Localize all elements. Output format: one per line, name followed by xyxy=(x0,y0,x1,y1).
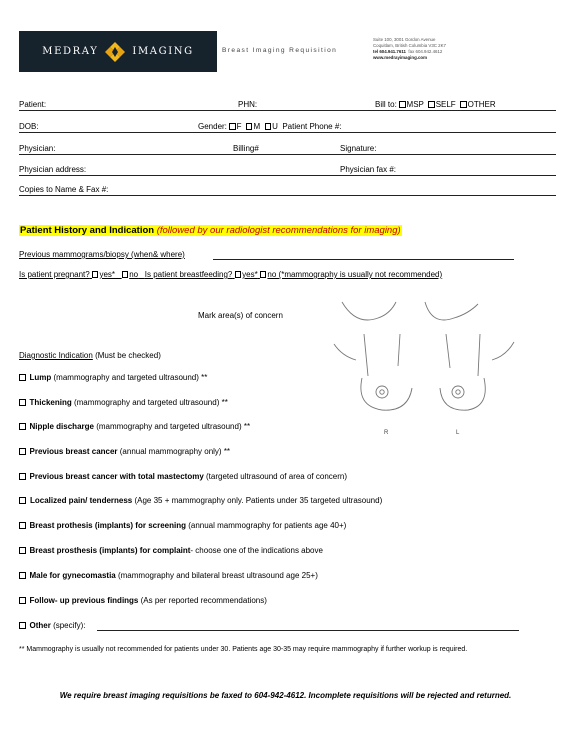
indication-thickening xyxy=(19,398,228,407)
indication-bold: Other xyxy=(29,621,51,630)
gender-u-checkbox[interactable] xyxy=(265,123,272,130)
indication-detail: (As per reported recommendations) xyxy=(138,596,267,605)
indication-detail: (annual mammography for patients age 40+) xyxy=(185,521,347,530)
pregnant-no-label: no xyxy=(129,270,139,279)
section-history-title xyxy=(19,225,402,236)
gender-m-checkbox[interactable] xyxy=(246,123,253,130)
indication-implants-complaint xyxy=(19,546,323,555)
indication-detail: (mammography and targeted ultrasound) ** xyxy=(93,422,251,431)
medray-logo xyxy=(19,31,217,72)
indication-checkbox[interactable] xyxy=(19,522,26,529)
bill-self-checkbox[interactable] xyxy=(428,101,435,108)
bill-other-label: OTHER xyxy=(467,100,496,109)
copies-line[interactable] xyxy=(19,195,556,196)
indication-detail: - choose one of the indications above xyxy=(190,546,323,555)
patient-line[interactable] xyxy=(19,110,556,111)
footnote: ** Mammography is usually not recommended for patients under 30. Patients age 30-35 may require mammography if further workup is required. xyxy=(19,646,468,653)
breastfeeding-no-checkbox[interactable] xyxy=(260,271,267,278)
bill-to-label: Bill to: xyxy=(375,100,397,109)
fax-number: fax 604.942.4612 xyxy=(408,49,443,55)
bill-other-checkbox[interactable] xyxy=(460,101,467,108)
indication-gynecomastia xyxy=(19,571,318,580)
pregnant-no-checkbox[interactable] xyxy=(122,271,129,278)
indication-bold: Previous breast cancer xyxy=(29,447,118,456)
indication-checkbox[interactable] xyxy=(19,448,26,455)
indication-checkbox[interactable] xyxy=(19,473,26,480)
indication-checkbox[interactable] xyxy=(19,497,26,504)
breast-diagram[interactable] xyxy=(328,296,522,444)
patient-label: Patient: xyxy=(19,100,47,109)
requisition-title: Breast Imaging Requisition xyxy=(222,47,338,54)
history-title: Patient History and Indication xyxy=(20,225,155,236)
final-note: We require breast imaging requisitions be faxed to 604-942-4612. Incomplete requisitions will be rejected and returned. xyxy=(59,691,512,700)
bill-self-label: SELF xyxy=(435,100,456,109)
indication-checkbox[interactable] xyxy=(19,374,26,381)
dob-line[interactable] xyxy=(19,132,556,133)
gender-f-label: F xyxy=(236,122,242,131)
indication-bold: Male for gynecomastia xyxy=(29,571,116,580)
indication-detail: (mammography and targeted ultrasound) ** xyxy=(71,398,228,407)
indication-checkbox[interactable] xyxy=(19,622,26,629)
phn-label: PHN: xyxy=(238,100,258,109)
breastfeeding-question: Is patient breastfeeding? xyxy=(144,270,233,279)
previous-mammograms-line[interactable] xyxy=(213,259,514,260)
website-link[interactable]: www.medrayimaging.com xyxy=(373,55,428,61)
pregnant-yes-label: yes* xyxy=(99,270,116,279)
indication-bold: Breast prosthesis (implants) for complaint xyxy=(29,546,191,555)
physician-line[interactable] xyxy=(19,154,556,155)
bill-to-group xyxy=(375,100,496,109)
signature-label: Signature: xyxy=(340,144,377,153)
indication-nipple-discharge xyxy=(19,422,250,431)
other-specify-line[interactable] xyxy=(97,630,519,631)
indication-follow-up xyxy=(19,596,267,605)
indication-checkbox[interactable] xyxy=(19,547,26,554)
indication-localized-pain xyxy=(19,496,382,505)
indication-checkbox[interactable] xyxy=(19,597,26,604)
physician-address-label: Physician address: xyxy=(19,165,87,174)
indication-bold: Lump xyxy=(29,373,52,382)
indication-checkbox[interactable] xyxy=(19,399,26,406)
indication-bold: Nipple discharge xyxy=(29,422,94,431)
indication-mastectomy xyxy=(19,472,347,481)
gender-group xyxy=(198,122,342,131)
indication-checkbox[interactable] xyxy=(19,572,26,579)
indication-detail: (specify): xyxy=(50,621,86,630)
indication-detail: (annual mammography only) ** xyxy=(117,447,231,456)
pregnant-question: Is patient pregnant? xyxy=(19,270,90,279)
indication-detail: (targeted ultrasound of area of concern) xyxy=(203,472,347,481)
indication-detail: (mammography and targeted ultrasound) ** xyxy=(51,373,208,382)
logo-diamond-icon xyxy=(104,41,126,63)
breastfeeding-yes-label: yes* xyxy=(242,270,258,279)
indication-bold: Previous breast cancer with total mastectomy xyxy=(29,472,204,481)
billing-label: Billing# xyxy=(233,144,259,153)
bill-msp-checkbox[interactable] xyxy=(399,101,406,108)
tel-number: tel 604.941.7611 xyxy=(373,49,406,55)
pregnancy-row xyxy=(19,270,442,279)
right-breast-label: R xyxy=(384,430,389,436)
indication-lump xyxy=(19,373,207,382)
indication-detail: (Age 35 + mammography only. Patients under 35 targeted ultrasound) xyxy=(132,496,383,505)
indication-bold: Localized pain/ tenderness xyxy=(30,496,133,505)
indication-detail: (mammography and bilateral breast ultrasound age 25+) xyxy=(115,571,318,580)
diagnostic-header xyxy=(19,351,161,360)
gender-f-checkbox[interactable] xyxy=(229,123,236,130)
indication-checkbox[interactable] xyxy=(19,423,26,430)
address-line-2: Coquitlam, British Columbia V3C 2K7 xyxy=(373,43,446,49)
indication-other xyxy=(19,621,86,630)
breastfeeding-yes-checkbox[interactable] xyxy=(235,271,242,278)
indication-bold: Thickening xyxy=(29,398,72,407)
physician-address-line[interactable] xyxy=(19,175,556,176)
previous-mammograms-label: Previous mammograms/biopsy (when& where) xyxy=(19,250,185,259)
indication-bold: Follow- up previous findings xyxy=(29,596,139,605)
patient-phone-label: Patient Phone #: xyxy=(282,122,342,131)
physician-fax-label: Physician fax #: xyxy=(340,165,397,174)
history-subtitle: (followed by our radiologist recommendations for imaging) xyxy=(156,225,401,236)
indication-previous-cancer xyxy=(19,447,230,456)
breastfeeding-no-label: no (*mammography is usually not recommended) xyxy=(267,270,443,279)
diagnostic-label: Diagnostic Indication xyxy=(19,351,93,360)
indication-bold: Breast prothesis (implants) for screening xyxy=(29,521,186,530)
physician-label: Physician: xyxy=(19,144,56,153)
indication-implants-screening xyxy=(19,521,346,530)
bill-msp-label: MSP xyxy=(406,100,424,109)
gender-label: Gender: xyxy=(198,122,227,131)
dob-label: DOB: xyxy=(19,122,39,131)
address-line-1: Suite 100, 3001 Gordon Avenue xyxy=(373,37,436,42)
gender-m-label: M xyxy=(253,122,261,131)
mark-area-label: Mark area(s) of concern xyxy=(198,311,283,320)
gender-u-label: U xyxy=(272,122,278,131)
copies-label: Copies to Name & Fax #: xyxy=(19,185,109,194)
logo-text-right: IMAGING xyxy=(132,46,194,57)
left-breast-label: L xyxy=(456,430,460,436)
diagnostic-note: (Must be checked) xyxy=(95,351,161,360)
pregnant-yes-checkbox[interactable] xyxy=(92,271,99,278)
clinic-address xyxy=(373,37,446,61)
logo-text-left: MEDRAY xyxy=(42,46,99,57)
